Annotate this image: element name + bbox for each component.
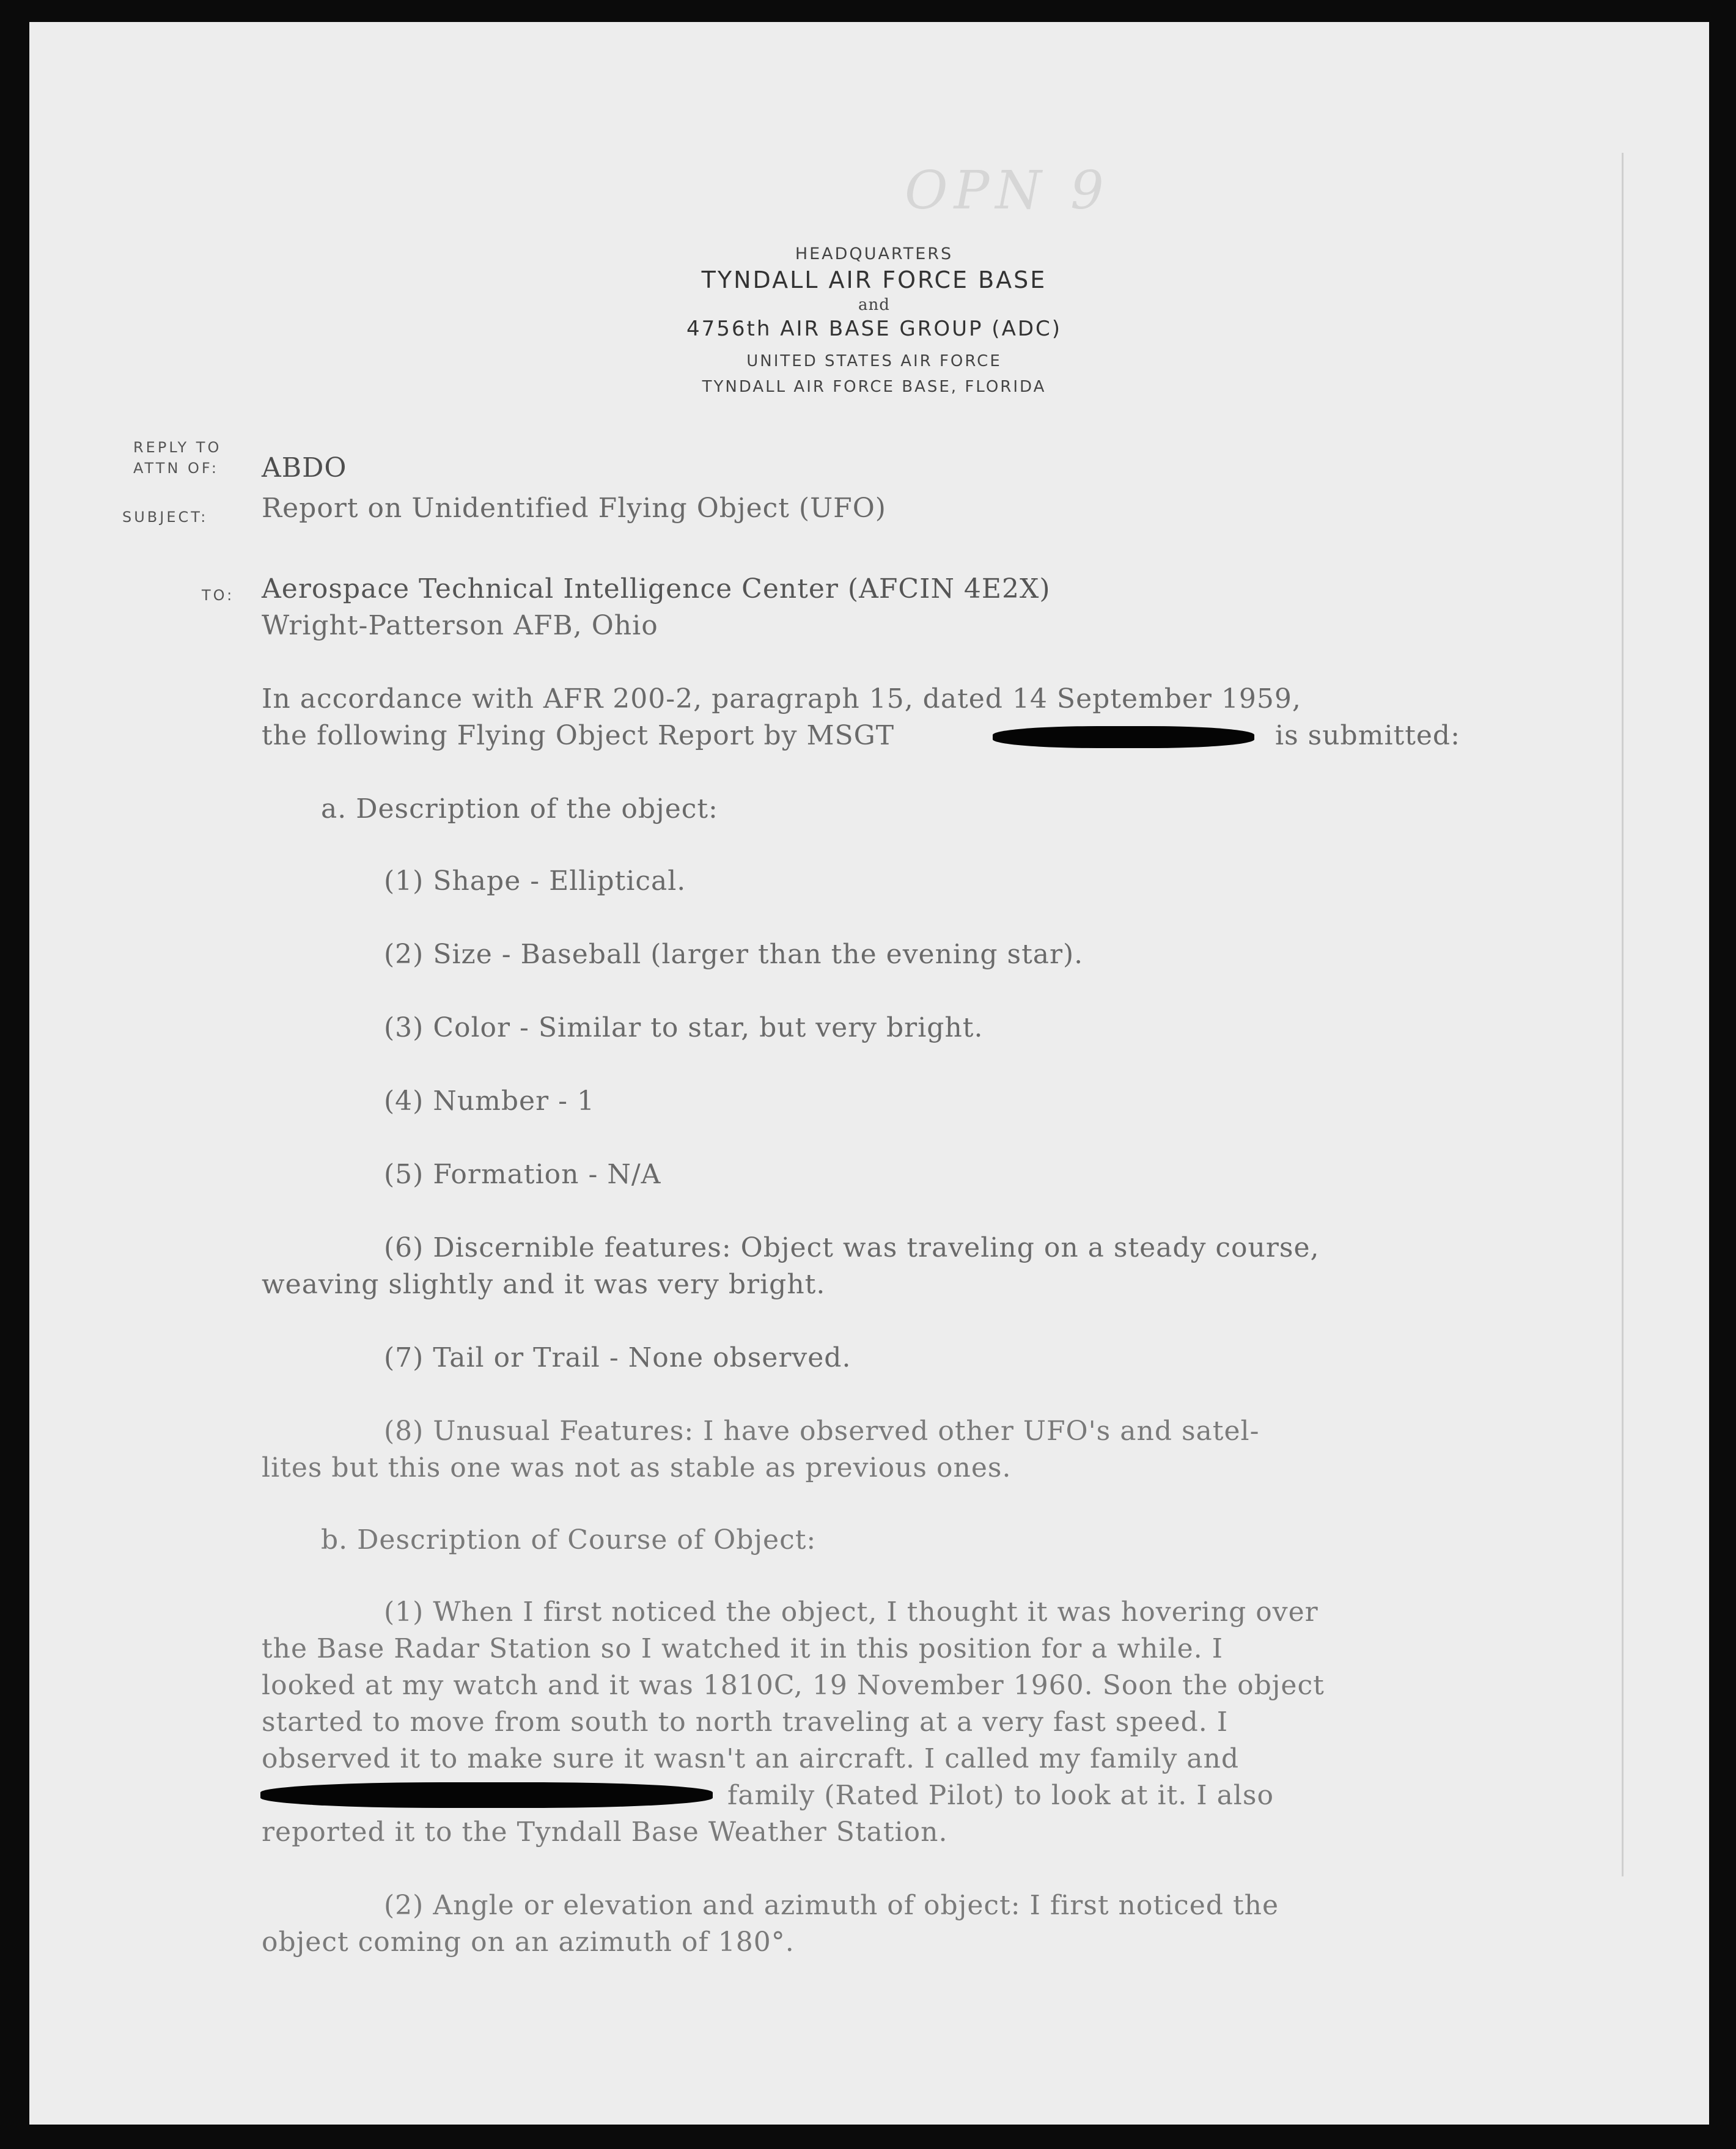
letterhead-base-name: TYNDALL AIR FORCE BASE [701,266,1047,293]
handwritten-margin-note: OPN 9 [905,160,1110,221]
redaction-bar [993,726,1254,748]
item-4: (4) Number - 1 [384,1086,595,1117]
reply-value: ABDO [262,452,347,483]
b2-line-2: object coming on an azimuth of 180°. [262,1927,795,1958]
b1-line-3: looked at my watch and it was 1810C, 19 November 1960. Soon the object [262,1670,1325,1701]
reply-to-label: REPLY TO [133,439,222,456]
page-margin-line [1622,153,1624,1876]
item-5: (5) Formation - N/A [384,1159,661,1190]
item-7: (7) Tail or Trail - None observed. [384,1342,851,1373]
item-8-line-1: (8) Unusual Features: I have observed other UFO's and satel- [384,1416,1260,1447]
letterhead-location: TYNDALL AIR FORCE BASE, FLORIDA [702,378,1046,396]
subject-value: Report on Unidentified Flying Object (UFO) [262,493,886,524]
attn-of-label: ATTN OF: [133,460,219,477]
item-6-line-1: (6) Discernible features: Object was traveling on a steady course, [384,1232,1320,1263]
item-3: (3) Color - Similar to star, but very bright. [384,1012,984,1043]
item-1: (1) Shape - Elliptical. [384,865,686,897]
letterhead-headquarters: HEADQUARTERS [795,244,954,263]
b1-line-5: observed it to make sure it wasn't an aircraft. I called my family and [262,1743,1240,1774]
b1-line-6: family (Rated Pilot) to look at it. I also [727,1780,1274,1811]
letterhead-usaf: UNITED STATES AIR FORCE [746,352,1002,370]
b1-line-2: the Base Radar Station so I watched it in this position for a while. I [262,1633,1224,1664]
section-b-heading: b. Description of Course of Object: [321,1524,817,1556]
to-line-2: Wright-Patterson AFB, Ohio [262,610,658,641]
redaction-bar [260,1782,713,1808]
b1-line-7: reported it to the Tyndall Base Weather Station. [262,1817,948,1848]
item-6-line-2: weaving slightly and it was very bright. [262,1269,826,1300]
intro-line-1: In accordance with AFR 200-2, paragraph 15, dated 14 September 1959, [262,683,1301,714]
letterhead-and: and [858,296,890,314]
to-label: TO: [202,587,235,604]
b1-line-1: (1) When I first noticed the object, I thought it was hovering over [384,1596,1319,1628]
b1-line-4: started to move from south to north traveling at a very fast speed. I [262,1706,1229,1738]
item-8-line-2: lites but this one was not as stable as previous ones. [262,1452,1012,1483]
to-line-1: Aerospace Technical Intelligence Center (AFCIN 4E2X) [262,573,1051,604]
intro-line-2b: is submitted: [1275,720,1460,751]
b2-line-1: (2) Angle or elevation and azimuth of object: I first noticed the [384,1890,1279,1921]
item-2: (2) Size - Baseball (larger than the evening star). [384,939,1084,970]
intro-line-2a: the following Flying Object Report by MSGT [262,720,895,751]
section-a-heading: a. Description of the object: [321,793,718,825]
letterhead-group: 4756th AIR BASE GROUP (ADC) [686,317,1062,341]
subject-label: SUBJECT: [122,509,208,526]
